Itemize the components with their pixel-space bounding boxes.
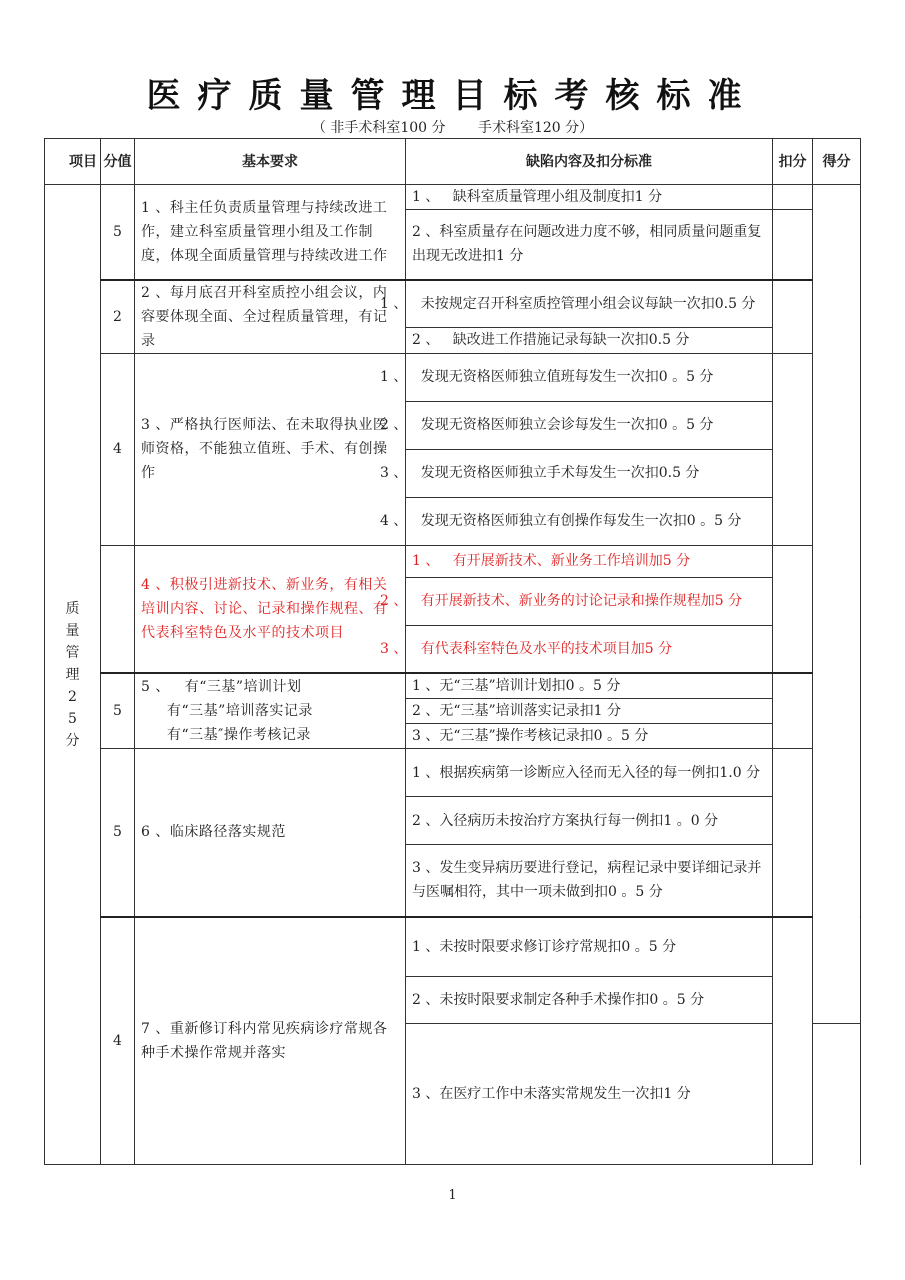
deduct-cell <box>773 185 813 210</box>
score-value: 2 <box>101 280 135 354</box>
table-row <box>45 749 861 797</box>
header-value: 分值 <box>101 139 135 185</box>
criteria-item: 3 、发生变异病历要进行登记，病程记录中要详细记录并与医嘱相符，其中一项未做到扣0 。5 分 <box>406 845 773 917</box>
header-deduct: 扣分 <box>773 139 813 185</box>
requirement-text: 3 、严格执行医师法、在未取得执业医师资格，不能独立值班、手术、有创操作 <box>135 353 406 545</box>
criteria-item: 2 、 有开展新技术、新业务的讨论记录和操作规程加5 分 <box>406 577 773 625</box>
requirement-text: 4 、积极引进新技术、新业务，有相关培训内容、讨论、记录和操作规程、有代表科室特色及水平的技术项目 <box>135 545 406 673</box>
header-requirement: 基本要求 <box>135 139 406 185</box>
requirement-text: 2 、每月底召开科室质控小组会议，内容要体现全面、全过程质量管理，有记录 <box>135 280 406 354</box>
header-deduction-standard: 缺陷内容及扣分标准 <box>406 139 773 185</box>
table-row <box>45 280 861 328</box>
requirement-text: 1 、科主任负责质量管理与持续改进工作，建立科室质量管理小组及工作制度，体现全面质量管理与持续改进工作 <box>135 185 406 280</box>
score-value: 5 <box>101 749 135 917</box>
criteria-item: 1 、未按时限要求修订诊疗常规扣0 。5 分 <box>406 917 773 977</box>
deduct-cell <box>773 917 813 1165</box>
requirement-text: 7 、重新修订科内常见疾病诊疗常规各种手术操作常规并落实 <box>135 917 406 1165</box>
assessment-table <box>44 138 861 1165</box>
deduct-cell <box>773 673 813 749</box>
subtitle-surgical: 手术科室120 分） <box>477 120 594 136</box>
score-value: 4 <box>101 917 135 1165</box>
deduct-cell <box>773 749 813 917</box>
score-cell <box>813 185 861 1024</box>
score-value: 4 <box>101 353 135 545</box>
criteria-item: 3 、在医疗工作中未落实常规发生一次扣1 分 <box>406 1024 773 1165</box>
requirement-line: 有“三基″操作考核记录 <box>167 727 311 743</box>
criteria-item: 2 、入径病历未按治疗方案执行每一例扣1 。0 分 <box>406 797 773 845</box>
criteria-item: 1 、 发现无资格医师独立值班每发生一次扣0 。5 分 <box>406 353 773 401</box>
criteria-item: 2 、 发现无资格医师独立会诊每发生一次扣0 。5 分 <box>406 401 773 449</box>
deduct-cell <box>773 545 813 673</box>
criteria-item: 2 、无“三基”培训落实记录扣1 分 <box>406 699 773 724</box>
category-cell <box>45 185 101 1165</box>
deduct-cell <box>773 353 813 545</box>
category-label: 质量管理25分 <box>65 600 80 749</box>
criteria-item: 3 、 有代表科室特色及水平的技术项目加5 分 <box>406 625 773 673</box>
deduct-cell <box>773 210 813 280</box>
table-header-row <box>45 139 861 185</box>
table-row <box>45 545 861 577</box>
requirement-text: 6 、临床路径落实规范 <box>135 749 406 917</box>
requirement-line: 5 、 有“三基”培训计划 <box>141 679 302 695</box>
criteria-item: 1 、无“三基”培训计划扣0 。5 分 <box>406 673 773 699</box>
score-value: 5 <box>101 673 135 749</box>
table-row <box>45 353 861 401</box>
table-row <box>45 917 861 977</box>
subtitle-non-surgical: （ 非手术科室100 分 <box>311 120 446 136</box>
criteria-item: 2 、 缺改进工作措施记录每缺一次扣0.5 分 <box>406 328 773 353</box>
header-item: 项目 <box>45 139 101 185</box>
requirement-text <box>135 673 406 749</box>
page-number: 1 <box>448 1188 457 1203</box>
score-value <box>101 545 135 673</box>
criteria-item: 3 、无“三基”操作考核记录扣0 。5 分 <box>406 724 773 749</box>
document-title: 医疗质量管理目标考核标准 <box>146 76 759 116</box>
criteria-item: 1 、根据疾病第一诊断应入径而无入径的每一例扣1.0 分 <box>406 749 773 797</box>
requirement-line: 有“三基”培训落实记录 <box>167 703 313 719</box>
criteria-item: 4 、 发现无资格医师独立有创操作每发生一次扣0 。5 分 <box>406 497 773 545</box>
table-row <box>45 185 861 210</box>
table-row <box>45 673 861 699</box>
criteria-item: 3 、 发现无资格医师独立手术每发生一次扣0.5 分 <box>406 449 773 497</box>
header-score: 得分 <box>813 139 861 185</box>
document-subtitle <box>0 117 905 137</box>
criteria-item: 1 、 有开展新技术、新业务工作培训加5 分 <box>406 545 773 577</box>
deduct-cell <box>773 280 813 354</box>
criteria-item: 1 、 缺科室质量管理小组及制度扣1 分 <box>406 185 773 210</box>
criteria-item: 2 、未按时限要求制定各种手术操作扣0 。5 分 <box>406 977 773 1024</box>
score-value: 5 <box>101 185 135 280</box>
criteria-item: 1 、 未按规定召开科室质控管理小组会议每缺一次扣0.5 分 <box>406 280 773 328</box>
criteria-item: 2 、科室质量存在问题改进力度不够，相同质量问题重复出现无改进扣1 分 <box>406 210 773 280</box>
